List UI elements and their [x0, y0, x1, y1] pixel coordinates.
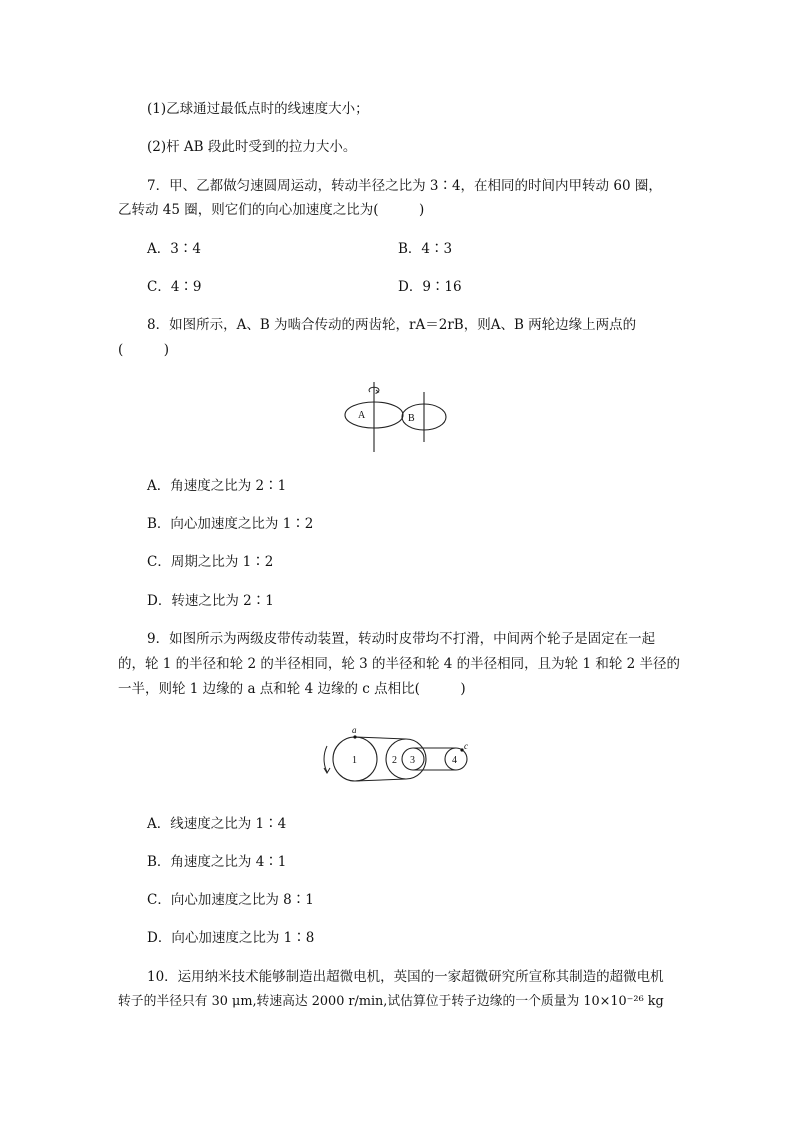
q8-gear-figure [340, 378, 454, 456]
q7-option-d: D．9∶16 [398, 279, 462, 295]
q9-option-c: C．向心加速度之比为 8∶1 [147, 892, 314, 908]
q8-option-d: D．转速之比为 2∶1 [147, 593, 274, 609]
q9-stem-line2: 的，轮 1 的半径和轮 2 的半径相同，轮 3 的半径和轮 4 的半径相同，且为轮 1 和轮 2 半径的 [118, 656, 681, 672]
wheel-2-label: 2 [392, 755, 397, 766]
q9-stem-line3: 一半，则轮 1 边缘的 a 点和轮 4 边缘的 c 点相比( ) [118, 681, 466, 697]
q9-option-a: A．线速度之比为 1∶4 [147, 816, 287, 832]
gear-b-label: B [408, 413, 415, 424]
q8-option-b: B．向心加速度之比为 1∶2 [147, 516, 314, 532]
q9-stem-line1: 9．如图所示为两级皮带传动装置，转动时皮带均不打滑，中间两个轮子是固定在一起 [147, 631, 656, 647]
q8-option-c: C．周期之比为 1∶2 [147, 554, 274, 570]
q9-option-d: D．向心加速度之比为 1∶8 [147, 930, 315, 946]
q7-option-b: B．4∶3 [398, 241, 453, 257]
q7-stem-line2: 乙转动 45 圈，则它们的向心加速度之比为( ) [118, 202, 425, 218]
q8-stem-line2: ( ) [118, 342, 170, 358]
q9-option-b: B．角速度之比为 4∶1 [147, 854, 287, 870]
gear-a-label: A [358, 410, 366, 421]
q6-sub2: (2)杆 AB 段此时受到的拉力大小。 [147, 139, 357, 155]
q10-stem-line1: 10．运用纳米技术能够制造出超微电机，英国的一家超微研究所宣称其制造的超微电机 [147, 969, 664, 985]
q10-stem-line2: 转子的半径只有 30 μm,转速高达 2000 r/min,试估算位于转子边缘的一个质量为 10×10⁻²⁶ kg [118, 994, 664, 1009]
q7-option-a: A．3∶4 [147, 241, 201, 257]
wheel-3-label: 3 [410, 755, 415, 766]
q7-stem-line1: 7．甲、乙都做匀速圆周运动，转动半径之比为 3∶4，在相同的时间内甲转动 60 圈， [147, 178, 662, 194]
q9-belt-figure [315, 722, 477, 792]
point-c-label: c [464, 741, 468, 751]
point-a-label: a [352, 725, 357, 735]
wheel-4-label: 4 [452, 755, 457, 766]
q8-option-a: A．角速度之比为 2∶1 [147, 478, 287, 494]
q7-option-c: C．4∶9 [147, 279, 202, 295]
q6-sub1: (1)乙球通过最低点时的线速度大小； [147, 101, 369, 117]
q8-stem-line1: 8．如图所示，A、B 为啮合传动的两齿轮，rA＝2rB，则A、B 两轮边缘上两点的 [147, 317, 637, 333]
wheel-1-label: 1 [352, 755, 357, 766]
point-a-marker [353, 735, 356, 738]
